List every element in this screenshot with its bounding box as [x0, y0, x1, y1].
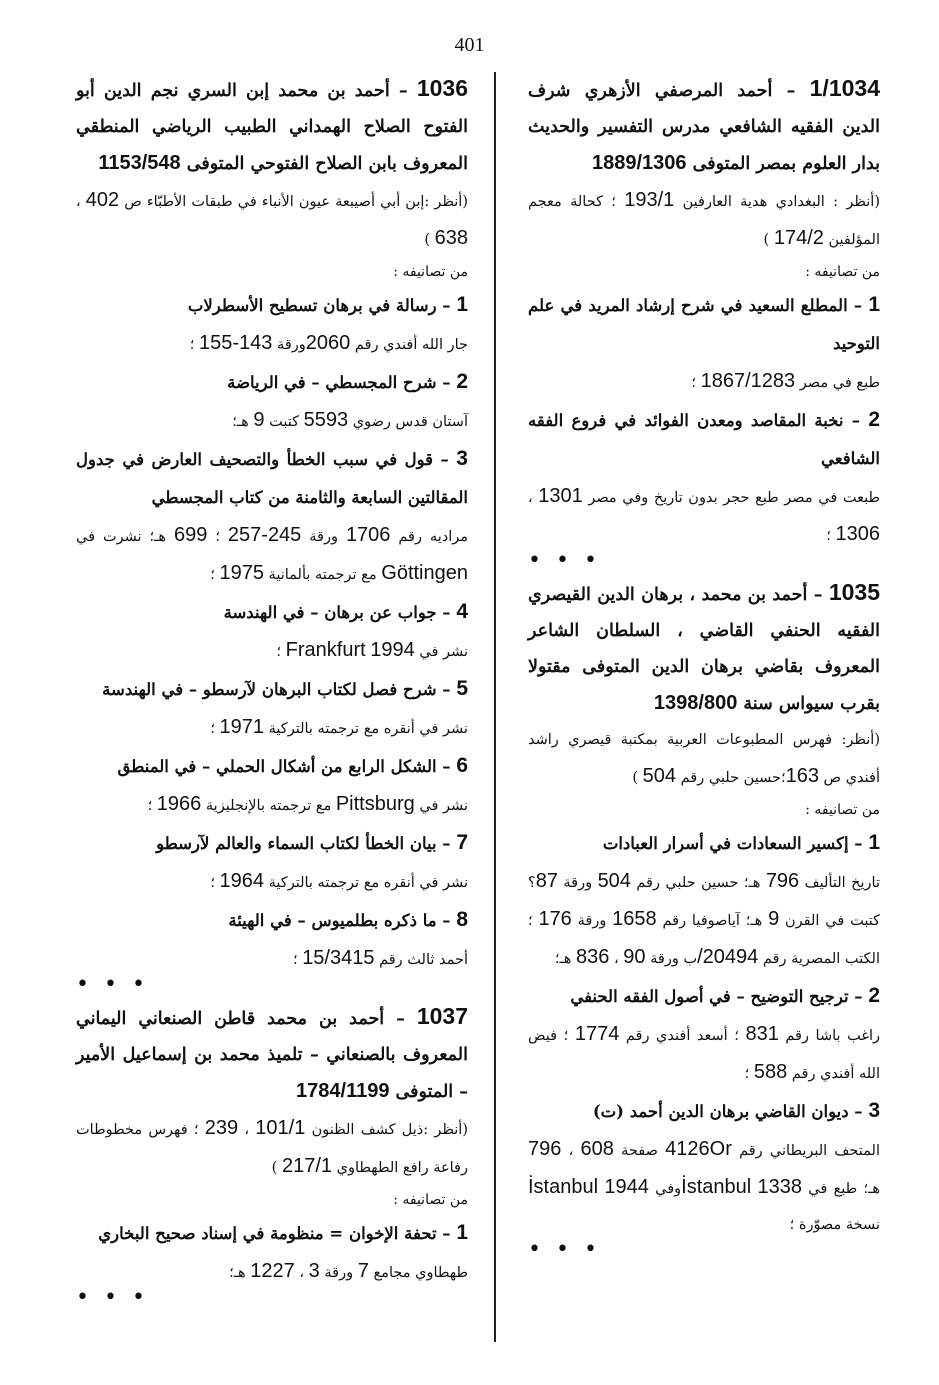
- work-number: 8: [456, 908, 468, 931]
- work-number: 4: [456, 600, 468, 623]
- work-note: راغب باشا رقم 831 ؛ أسعد أفندي رقم 1774 ؛ فيض الله أفندي رقم 588 ؛: [528, 1023, 880, 1083]
- work-note: أحمد ثالث رقم 15/3415 ؛: [292, 947, 468, 969]
- works-label: من تصانيفه :: [393, 1192, 468, 1208]
- column-divider: [494, 72, 496, 1342]
- work-number: 1: [456, 293, 468, 316]
- work-title-text: – رسالة في برهان تسطيح الأسطرلاب: [187, 296, 451, 315]
- work-note: طبعت في مصر طبع حجر بدون تاريخ وفي مصر 1301 ، 1306 ؛: [528, 485, 880, 545]
- entry-heading-text: – أحمد بن محمد إبن السري نجم الدين أبو الفتوح الصلاح الهمداني الطبيب الرياضي المنطقي المعروف بابن الصلاح الفتوحي المتوفى 1153/548: [76, 81, 468, 174]
- work-title: [76, 901, 468, 940]
- work-title-text: – شرح فصل لكتاب البرهان لآرسطو – في الهندسة: [102, 680, 451, 699]
- works-label: من تصانيفه :: [805, 802, 880, 818]
- entry-heading-text: – أحمد بن محمد ، برهان الدين القيصري الفقيه الحنفي القاضي ، السلطان الشاعر المعروف بقاضي برهان الدين المتوفى مقتولا بقرب سيواس سنة 1398/800: [528, 585, 880, 714]
- work-number: 7: [456, 831, 468, 854]
- works-label: من تصانيفه :: [393, 264, 468, 280]
- work-title: [76, 363, 468, 402]
- work-title-text: – قول في سبب الخطأ والتصحيف العارض في جدول المقالتين السابعة والثامنة من كتاب المجسطي: [76, 450, 468, 507]
- work-title-text: – المطلع السعيد في شرح إرشاد المريد في علم التوحيد: [528, 296, 880, 353]
- entry-heading: [76, 998, 468, 1110]
- entry-reference: (أنظر : البغدادي هدية العارفين 193/1 ؛ كحالة معجم المؤلفين 174/2 ): [528, 189, 880, 249]
- work-title: [76, 593, 468, 632]
- work-title-text: – تحفة الإخوان = منظومة في إسناد صحيح البخاري: [98, 1224, 451, 1243]
- work-number: 1: [456, 1221, 468, 1244]
- entry-heading: [76, 70, 468, 182]
- separator-dots: • • •: [76, 972, 149, 997]
- separator-dots: • • •: [76, 1285, 149, 1310]
- work-title: [76, 747, 468, 786]
- right-column: [528, 70, 880, 1263]
- work-title: [528, 1092, 880, 1131]
- work-title: [528, 977, 880, 1016]
- entry: [528, 574, 881, 1262]
- work-title-text: – جواب عن برهان – في الهندسة: [223, 603, 451, 622]
- work-title: [76, 824, 468, 863]
- work-number: 5: [456, 677, 468, 700]
- separator-dots: • • •: [528, 548, 601, 573]
- work-title: [76, 670, 468, 709]
- work-title-text: – ديوان القاضي برهان الدين أحمد (ت): [592, 1102, 863, 1121]
- work-number: 6: [456, 754, 468, 777]
- work-note: نشر في Frankfurt 1994 ؛: [276, 639, 468, 661]
- entry-number: 1036: [416, 75, 469, 101]
- entry-heading-text: – أحمد المرصفي الأزهري شرف الدين الفقيه الشافعي مدرس التفسير والحديث بدار العلوم بمصر المتوفى 1889/1306: [528, 81, 880, 174]
- work-number: 2: [868, 408, 880, 431]
- separator-dots: • • •: [528, 1237, 601, 1262]
- work-note: نشر في Pittsburg مع ترجمته بالإنجليزية 1966 ؛: [147, 793, 468, 815]
- work-note: جار الله أفندي رقم 2060ورقة 143-155 ؛: [189, 332, 468, 354]
- work-number: 1: [868, 831, 880, 854]
- work-note: تاريخ التأليف 796 هـ؛ حسين حلبي رقم 504 ورقة 87؟ كتبت في القرن 9 هـ؛ آياصوفيا رقم 1658 ورقة 176 ؛ الكتب المصرية رقم 20494/ب ورقة 90 ، 836 هـ؛: [528, 870, 880, 968]
- work-note: طهطاوي مجامع 7 ورقة 3 ، 1227 هـ؛: [229, 1260, 468, 1282]
- work-note: نشر في أنقره مع ترجمته بالتركية 1964 ؛: [210, 870, 468, 892]
- work-title-text: – بيان الخطأ لكتاب السماء والعالم لآرسطو: [156, 834, 451, 853]
- entry-reference: (أنظر :ذيل كشف الظنون 101/1 ، 239 ؛ فهرس مخطوطات رفاعة رافع الطهطاوي 217/1 ): [76, 1117, 468, 1177]
- work-title: [76, 440, 468, 517]
- entry-heading: [528, 574, 880, 722]
- entry: [76, 998, 469, 1310]
- entry-number: 1035: [828, 579, 881, 605]
- work-title-text: – ترجيح التوضيح – في أصول الفقه الحنفي: [570, 987, 863, 1006]
- entry-reference: (أنظر :إبن أبي أصيبعة عيون الأنباء في طبقات الأطبّاء ص 402 ، 638 ): [76, 189, 468, 249]
- work-title: [528, 286, 880, 363]
- work-number: 2: [868, 984, 880, 1007]
- work-note: طبع في مصر 1867/1283 ؛: [691, 370, 880, 392]
- left-column: [76, 70, 468, 1311]
- work-number: 1: [868, 293, 880, 316]
- work-title-text: – شرح المجسطي – في الرياضة: [227, 373, 451, 392]
- entry: [76, 70, 469, 997]
- page-number: 401: [454, 34, 485, 56]
- work-title-text: – نخبة المقاصد ومعدن الفوائد في فروع الفقه الشافعي: [528, 411, 880, 468]
- work-note: المتحف البريطاني رقم 4126Or صفحة 608 ، 796 هـ؛ طبع في İstanbul 1338وفي İstanbul 1944 نسخة مصوّرة ؛: [528, 1138, 880, 1233]
- work-title-text: – الشكل الرابع من أشكال الحملي – في المنطق: [117, 757, 451, 776]
- work-title: [76, 1214, 468, 1253]
- work-title-text: – إكسير السعادات في أسرار العبادات: [602, 834, 863, 853]
- work-title: [528, 824, 880, 863]
- work-title: [76, 286, 468, 325]
- work-note: آستان قدس رضوي 5593 كتبت 9 هـ؛: [232, 409, 468, 431]
- work-note: نشر في أنقره مع ترجمته بالتركية 1971 ؛: [210, 716, 468, 738]
- work-number: 3: [456, 447, 468, 470]
- work-note: مراديه رقم 1706 ورقة 245-257 ؛ 699 هـ؛ نشرت في Göttingen مع ترجمته بألمانية 1975 ؛: [76, 524, 468, 584]
- entry-number: 1037: [416, 1003, 469, 1029]
- entry: [528, 70, 880, 573]
- work-number: 2: [456, 370, 468, 393]
- work-number: 3: [868, 1099, 880, 1122]
- entry-reference: (أنظر: فهرس المطبوعات العربية بمكتبة قيصري راشد أفندي ص 163؛حسين حلبي رقم 504 ): [528, 732, 880, 787]
- entry-number: 1/1034: [809, 75, 880, 101]
- work-title-text: – ما ذكره بطلميوس – في الهيئة: [228, 911, 451, 930]
- entry-heading: [528, 70, 880, 182]
- entry-heading-text: – أحمد بن محمد قاطن الصنعاني اليماني المعروف بالصنعاني – تلميذ محمد بن إسماعيل الأمير – المتوفى 1784/1199: [76, 1009, 468, 1102]
- works-label: من تصانيفه :: [805, 264, 880, 280]
- work-title: [528, 401, 880, 478]
